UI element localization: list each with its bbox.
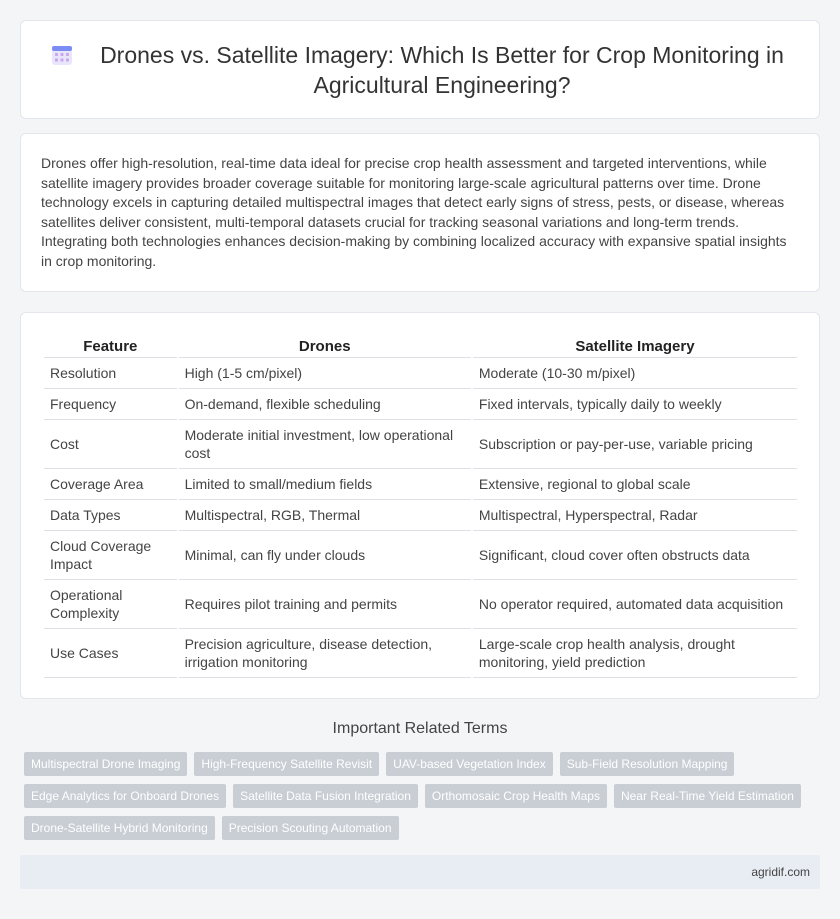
calendar-grid-icon bbox=[51, 44, 73, 66]
tag-link[interactable]: Satellite Data Fusion Integration bbox=[233, 784, 418, 808]
satellite-cell: No operator required, automated data acquisition bbox=[473, 580, 797, 629]
drones-cell: Limited to small/medium fields bbox=[179, 469, 471, 500]
comparison-table bbox=[42, 333, 799, 678]
drones-cell: Multispectral, RGB, Thermal bbox=[179, 500, 471, 531]
drones-cell: Minimal, can fly under clouds bbox=[179, 531, 471, 580]
satellite-cell: Fixed intervals, typically daily to weekly bbox=[473, 389, 797, 420]
drones-cell: High (1-5 cm/pixel) bbox=[179, 358, 471, 389]
header-card bbox=[20, 20, 820, 119]
tag-link[interactable]: UAV-based Vegetation Index bbox=[386, 752, 553, 776]
table-row bbox=[44, 469, 797, 500]
satellite-cell: Significant, cloud cover often obstructs data bbox=[473, 531, 797, 580]
table-row bbox=[44, 358, 797, 389]
feature-cell: Operational Complexity bbox=[44, 580, 177, 629]
satellite-cell: Subscription or pay-per-use, variable pricing bbox=[473, 420, 797, 469]
feature-cell: Cloud Coverage Impact bbox=[44, 531, 177, 580]
satellite-cell: Large-scale crop health analysis, drought monitoring, yield prediction bbox=[473, 629, 797, 678]
table-header-row bbox=[44, 333, 797, 358]
related-tags bbox=[24, 752, 824, 848]
tag-link[interactable]: Precision Scouting Automation bbox=[222, 816, 399, 840]
comparison-table-card bbox=[20, 312, 820, 699]
feature-cell: Frequency bbox=[44, 389, 177, 420]
drones-cell: Moderate initial investment, low operational cost bbox=[179, 420, 471, 469]
tag-row bbox=[24, 816, 824, 840]
feature-cell: Cost bbox=[44, 420, 177, 469]
footer-site-link[interactable]: agridif.com bbox=[751, 865, 810, 879]
drones-cell: On-demand, flexible scheduling bbox=[179, 389, 471, 420]
intro-card bbox=[20, 133, 820, 292]
satellite-cell: Extensive, regional to global scale bbox=[473, 469, 797, 500]
table-row bbox=[44, 389, 797, 420]
table-row bbox=[44, 580, 797, 629]
feature-cell: Use Cases bbox=[44, 629, 177, 678]
table-row bbox=[44, 531, 797, 580]
tag-link[interactable]: Near Real-Time Yield Estimation bbox=[614, 784, 801, 808]
tag-link[interactable]: Drone-Satellite Hybrid Monitoring bbox=[24, 816, 215, 840]
header-feature: Feature bbox=[44, 333, 177, 358]
tag-row bbox=[24, 784, 824, 808]
table-row bbox=[44, 629, 797, 678]
feature-cell: Resolution bbox=[44, 358, 177, 389]
tag-link[interactable]: Orthomosaic Crop Health Maps bbox=[425, 784, 607, 808]
feature-cell: Coverage Area bbox=[44, 469, 177, 500]
tag-link[interactable]: Sub-Field Resolution Mapping bbox=[560, 752, 735, 776]
satellite-cell: Moderate (10-30 m/pixel) bbox=[473, 358, 797, 389]
intro-paragraph: Drones offer high-resolution, real-time data ideal for precise crop health assessment and targeted interventions, while satellite imagery provides broader coverage suitable for monitoring large-scale agricultural patterns over time. Drone technology excels in capturing detailed multispectral images that detect early signs of stress, pests, or disease, whereas satellites deliver consistent, multi-temporal datasets crucial for tracking seasonal variations and long-term trends. Integrating both technologies enhances decision-making by combining localized accuracy with expansive spatial insights in crop monitoring. bbox=[41, 155, 787, 269]
table-row bbox=[44, 420, 797, 469]
tag-link[interactable]: Edge Analytics for Onboard Drones bbox=[24, 784, 226, 808]
page-title: Drones vs. Satellite Imagery: Which Is Better for Crop Monitoring in Agricultural Engineering? bbox=[100, 41, 784, 98]
header-drones: Drones bbox=[179, 333, 471, 358]
drones-cell: Requires pilot training and permits bbox=[179, 580, 471, 629]
satellite-cell: Multispectral, Hyperspectral, Radar bbox=[473, 500, 797, 531]
table-row bbox=[44, 500, 797, 531]
drones-cell: Precision agriculture, disease detection, irrigation monitoring bbox=[179, 629, 471, 678]
tag-link[interactable]: Multispectral Drone Imaging bbox=[24, 752, 187, 776]
tag-row bbox=[24, 752, 824, 776]
related-terms-heading: Important Related Terms bbox=[332, 720, 508, 737]
feature-cell: Data Types bbox=[44, 500, 177, 531]
tag-link[interactable]: High-Frequency Satellite Revisit bbox=[194, 752, 379, 776]
header-satellite: Satellite Imagery bbox=[473, 333, 797, 358]
footer-bar bbox=[20, 855, 820, 889]
